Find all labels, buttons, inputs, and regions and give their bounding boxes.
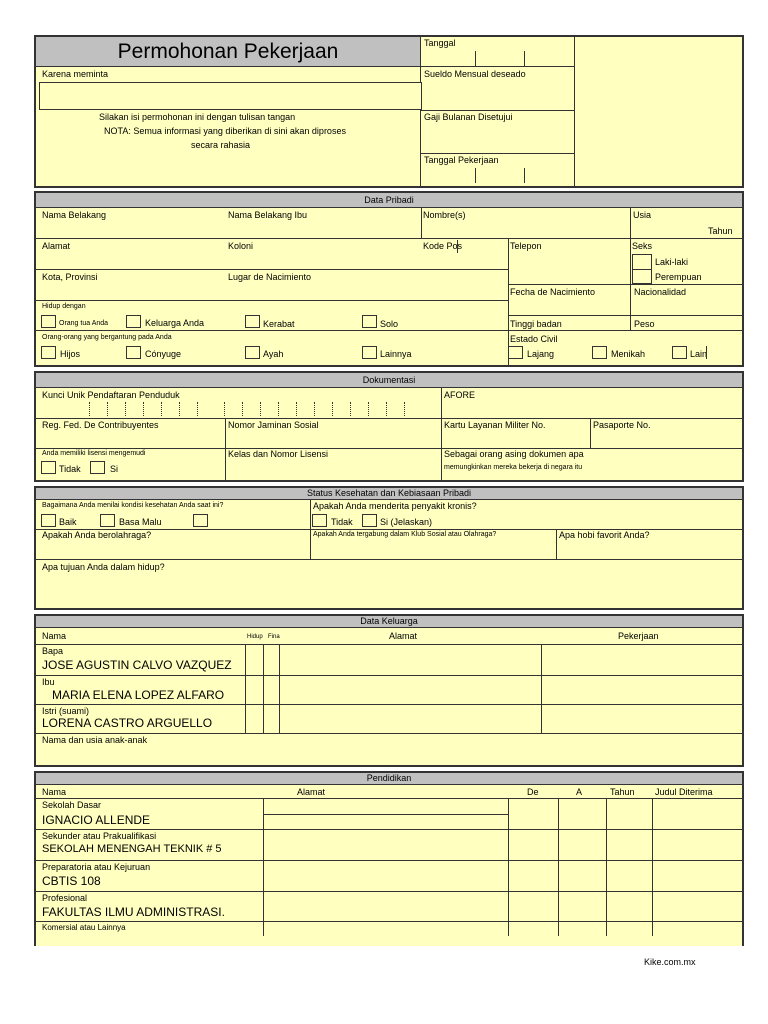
tanggal-pekerjaan-field[interactable]: [421, 167, 573, 184]
gaji-field[interactable]: [421, 125, 573, 152]
nacionalidad-label: Nacionalidad: [634, 287, 687, 297]
kartu-label: Kartu Layanan Militer No.: [444, 420, 546, 430]
solo-checkbox[interactable]: [362, 315, 377, 328]
dokumentasi-header: Dokumentasi: [36, 373, 742, 388]
photo-area: [576, 37, 742, 186]
komersial-label: Komersial atau Lainnya: [42, 923, 126, 932]
kerabat-label: Kerabat: [263, 319, 295, 329]
keluarga-checkbox[interactable]: [126, 315, 141, 328]
lajang-label: Lajang: [527, 349, 555, 359]
kronis-tidak-label: Tidak: [331, 517, 353, 527]
asing-label-2: memungkinkan mereka bekerja di negara itu: [444, 464, 583, 471]
telepon-label: Telepon: [510, 241, 542, 251]
klub-question: Apakah Anda tergabung dalam Klub Sosial atau Olahraga?: [313, 531, 497, 538]
tanggal-label: Tanggal: [424, 38, 456, 48]
estado-label: Estado Civil: [510, 334, 558, 344]
lajang-checkbox[interactable]: [508, 346, 523, 359]
orang-tua-label: Orang tua Anda: [59, 320, 109, 327]
orang-tua-checkbox[interactable]: [41, 315, 56, 328]
olahraga-question: Apakah Anda berolahraga?: [42, 530, 152, 540]
lisensi-tidak-checkbox[interactable]: [41, 461, 56, 474]
keluarga-fina-header: Fina: [268, 634, 280, 640]
hijos-label: Hijos: [60, 349, 81, 359]
baik-checkbox[interactable]: [41, 514, 56, 527]
basa-malu-label: Basa Malu: [119, 517, 162, 527]
keluarga-header: Data Keluarga: [36, 616, 742, 628]
asing-label-1: Sebagai orang asing dokumen apa: [444, 449, 584, 459]
reg-label: Reg. Fed. De Contribuyentes: [42, 420, 159, 430]
lainnya-checkbox[interactable]: [362, 346, 377, 359]
hobi-question: Apa hobi favorit Anda?: [559, 530, 650, 540]
sueldo-field[interactable]: [421, 82, 573, 109]
nombres-label: Nombre(s): [423, 210, 466, 220]
kesehatan-header: Status Kesehatan dan Kebiasaan Pribadi: [36, 488, 742, 500]
sekolah-dasar-value[interactable]: IGNACIO ALLENDE: [42, 813, 151, 827]
ibu-label: Ibu: [42, 677, 55, 687]
nomor-jaminan-label: Nomor Jaminan Sosial: [228, 420, 319, 430]
pendidikan-tahun-header: Tahun: [610, 787, 635, 797]
lain-checkbox[interactable]: [672, 346, 687, 359]
tujuan-question: Apa tujuan Anda dalam hidup?: [42, 562, 165, 572]
basa-malu-checkbox[interactable]: [100, 514, 115, 527]
pendidikan-header: Pendidikan: [36, 773, 742, 785]
ayah-label: Ayah: [263, 349, 284, 359]
sueldo-label: Sueldo Mensual deseado: [424, 69, 526, 79]
kronis-si-checkbox[interactable]: [362, 514, 377, 527]
istri-value[interactable]: LORENA CASTRO ARGUELLO: [42, 716, 213, 730]
pendidikan-alamat-header: Alamat: [297, 787, 326, 797]
data-pribadi-header: Data Pribadi: [36, 193, 742, 208]
hijos-checkbox[interactable]: [41, 346, 56, 359]
karena-meminta-field[interactable]: [39, 82, 422, 110]
instruction-2: NOTA: Semua informasi yang diberikan di sini akan diproses: [104, 126, 346, 136]
profesional-value[interactable]: FAKULTAS ILMU ADMINISTRASI.: [42, 905, 225, 919]
pasaporte-label: Pasaporte No.: [593, 420, 651, 430]
laki-laki-checkbox[interactable]: [632, 254, 652, 270]
koloni-label: Koloni: [228, 241, 254, 251]
lisensi-tidak-label: Tidak: [59, 464, 81, 474]
nama-belakang-ibu-label: Nama Belakang Ibu: [228, 210, 308, 220]
istri-label: Istri (suami): [42, 706, 89, 716]
bergantung-label: Orang-orang yang bergantung pada Anda: [42, 334, 172, 341]
seks-label: Seks: [632, 241, 653, 251]
conyuge-label: Cónyuge: [145, 349, 182, 359]
anak-label: Nama dan usia anak-anak: [42, 735, 148, 745]
alamat-label: Alamat: [42, 241, 71, 251]
instruction-1: Silakan isi permohonan ini dengan tulisan tangan: [99, 112, 296, 122]
pendidikan-a-header: A: [576, 787, 583, 797]
hidup-dengan-label: Hidup dengan: [42, 303, 86, 310]
tinggi-label: Tinggi badan: [510, 319, 562, 329]
keluarga-alamat-header: Alamat: [389, 631, 418, 641]
lain-label: Lain: [690, 349, 708, 359]
sekunder-value[interactable]: SEKOLAH MENENGAH TEKNIK # 5: [42, 843, 222, 855]
usia-label: Usia: [633, 210, 652, 220]
ibu-value[interactable]: MARIA ELENA LOPEZ ALFARO: [52, 688, 225, 702]
pendidikan-judul-header: Judul Diterima: [655, 787, 713, 797]
lainnya-label: Lainnya: [380, 349, 412, 359]
bapa-label: Bapa: [42, 646, 64, 656]
baik-label: Baik: [59, 517, 77, 527]
nama-belakang-label: Nama Belakang: [42, 210, 107, 220]
keluarga-nama-header: Nama: [42, 631, 67, 641]
sekunder-label: Sekunder atau Prakualifikasi: [42, 831, 157, 841]
page-title: Permohonan Pekerjaan: [117, 40, 339, 63]
kode-pos-label: Kode Pos: [423, 241, 463, 251]
tanggal-pekerjaan-label: Tanggal Pekerjaan: [424, 155, 499, 165]
fecha-label: Fecha de Nacimiento: [510, 287, 596, 297]
pendidikan-de-header: De: [527, 787, 539, 797]
tahun-label: Tahun: [708, 226, 733, 236]
solo-label: Solo: [380, 319, 399, 329]
preparatoria-label: Preparatoria atau Kejuruan: [42, 862, 151, 872]
profesional-label: Profesional: [42, 893, 88, 903]
pendidikan-nama-header: Nama: [42, 787, 67, 797]
lisensi-question: Anda memiliki lisensi mengemudi: [42, 450, 146, 457]
kota-label: Kota, Provinsi: [42, 272, 98, 282]
lisensi-si-label: Si: [110, 464, 119, 474]
kunci-label: Kunci Unik Pendaftaran Penduduk: [42, 390, 180, 400]
kondisi-question: Bagaimana Anda menilai kondisi kesehatan Anda saat ini?: [42, 502, 224, 509]
perempuan-label: Perempuan: [655, 272, 702, 282]
kondisi-extra-checkbox[interactable]: [193, 514, 208, 527]
gaji-label: Gaji Bulanan Disetujui: [424, 112, 513, 122]
ayah-checkbox[interactable]: [245, 346, 260, 359]
footer-site: Kike.com.mx: [644, 957, 696, 967]
kronis-si-label: Si (Jelaskan): [380, 517, 433, 527]
preparatoria-value[interactable]: CBTIS 108: [42, 874, 101, 888]
perempuan-checkbox[interactable]: [632, 269, 652, 284]
tanggal-field[interactable]: [421, 50, 573, 65]
laki-laki-label: Laki-laki: [655, 257, 689, 267]
karena-meminta-label: Karena meminta: [42, 69, 109, 79]
kunci-field[interactable]: [40, 402, 435, 416]
kerabat-checkbox[interactable]: [245, 315, 260, 328]
bapa-value[interactable]: JOSE AGUSTIN CALVO VAZQUEZ: [42, 658, 232, 672]
sekolah-dasar-label: Sekolah Dasar: [42, 800, 102, 810]
kronis-question: Apakah Anda menderita penyakit kronis?: [313, 501, 477, 511]
keluarga-hidup-header: Hidup: [247, 634, 263, 640]
conyuge-checkbox[interactable]: [126, 346, 141, 359]
afore-label: AFORE: [444, 390, 476, 400]
kelas-label: Kelas dan Nomor Lisensi: [228, 449, 329, 459]
menikah-checkbox[interactable]: [592, 346, 607, 359]
lisensi-si-checkbox[interactable]: [90, 461, 105, 474]
keluarga-label: Keluarga Anda: [145, 318, 205, 328]
kronis-tidak-checkbox[interactable]: [312, 514, 327, 527]
peso-label: Peso: [634, 319, 655, 329]
instruction-3: secara rahasia: [191, 140, 251, 150]
keluarga-pekerjaan-header: Pekerjaan: [618, 631, 659, 641]
menikah-label: Menikah: [611, 349, 646, 359]
lugar-label: Lugar de Nacimiento: [228, 272, 312, 282]
